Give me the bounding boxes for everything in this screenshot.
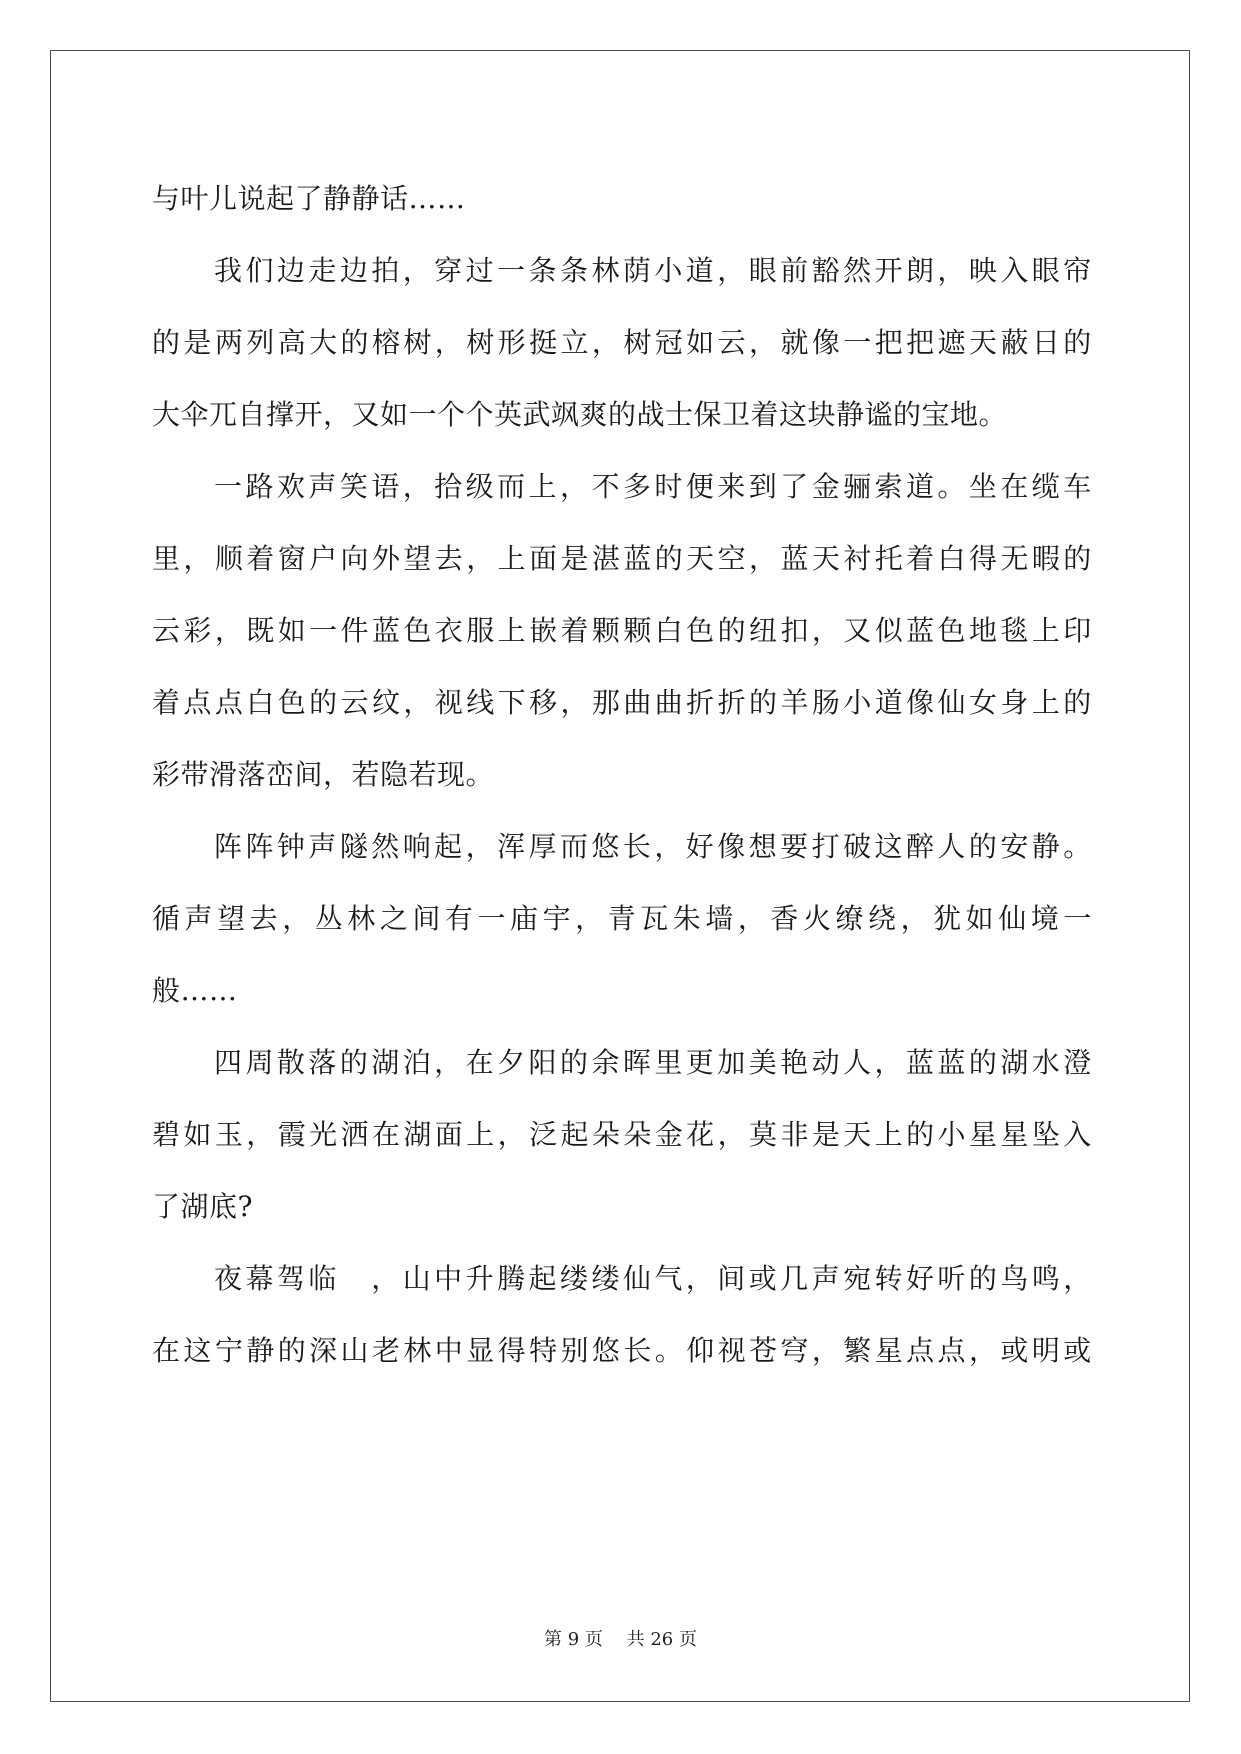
text-line: 着 点 点 白 色 的 云 纹 ， 视 线 下 移 ， 那 曲 曲 折 折 的 羊 肠 小 道 像 仙 女 身 上 的 [152, 686, 1092, 719]
text-line: 我 们 边 走 边 拍 ， 穿 过 一 条 条 林 荫 小 道 ， 眼 前 豁 然 开 朗 ， 映 入 眼 帘 [214, 254, 1092, 287]
text-line: 大伞兀自撑开，又如一个个英武飒爽的战士保卫着这块静谧的宝地。 [152, 398, 1008, 431]
text-line: 彩带滑落峦间，若隐若现。 [152, 758, 495, 791]
text-line: 四 周 散 落 的 湖 泊 ， 在 夕 阳 的 余 晖 里 更 加 美 艳 动 人 ， 蓝 蓝 的 湖 水 澄 [214, 1046, 1092, 1079]
text-line: 一 路 欢 声 笑 语 ， 拾 级 而 上 ， 不 多 时 便 来 到 了 金 骊 索 道 。 坐 在 缆 车 [214, 470, 1092, 503]
text-line: 在 这 宁 静 的 深 山 老 林 中 显 得 特 别 悠 长 。 仰 视 苍 穹 ， 繁 星 点 点 ， 或 明 或 [152, 1334, 1092, 1367]
text-line: 了湖底? [152, 1190, 254, 1223]
text-line: 阵 阵 钟 声 隧 然 响 起 ， 浑 厚 而 悠 长 ， 好 像 想 要 打 破 这 醉 人 的 安 静 。 [214, 830, 1092, 863]
page-number-footer: 第 9 页 共 26 页 [544, 1629, 697, 1650]
document-body [152, 163, 1092, 1387]
text-line: 云 彩 ， 既 如 一 件 蓝 色 衣 服 上 嵌 着 颗 颗 白 色 的 纽 扣 ， 又 似 蓝 色 地 毯 上 印 [152, 614, 1092, 647]
text-line: 夜 幕 驾 临 ， 山 中 升 腾 起 缕 缕 仙 气 ， 间 或 几 声 宛 转 好 听 的 鸟 鸣 ， [214, 1262, 1092, 1295]
text-line: 循 声 望 去 ， 丛 林 之 间 有 一 庙 宇 ， 青 瓦 朱 墙 ， 香 火 缭 绕 ， 犹 如 仙 境 一 [152, 902, 1092, 935]
text-line: 碧 如 玉 ， 霞 光 洒 在 湖 面 上 ， 泛 起 朵 朵 金 花 ， 莫 非 是 天 上 的 小 星 星 坠 入 [152, 1118, 1092, 1151]
text-line: 般…… [152, 974, 238, 1007]
text-line: 与叶儿说起了静静话…… [152, 182, 466, 215]
text-line: 里 ， 顺 着 窗 户 向 外 望 去 ， 上 面 是 湛 蓝 的 天 空 ， 蓝 天 衬 托 着 白 得 无 暇 的 [152, 542, 1092, 575]
text-line: 的 是 两 列 高 大 的 榕 树 ， 树 形 挺 立 ， 树 冠 如 云 ， 就 像 一 把 把 遮 天 蔽 日 的 [152, 326, 1092, 359]
